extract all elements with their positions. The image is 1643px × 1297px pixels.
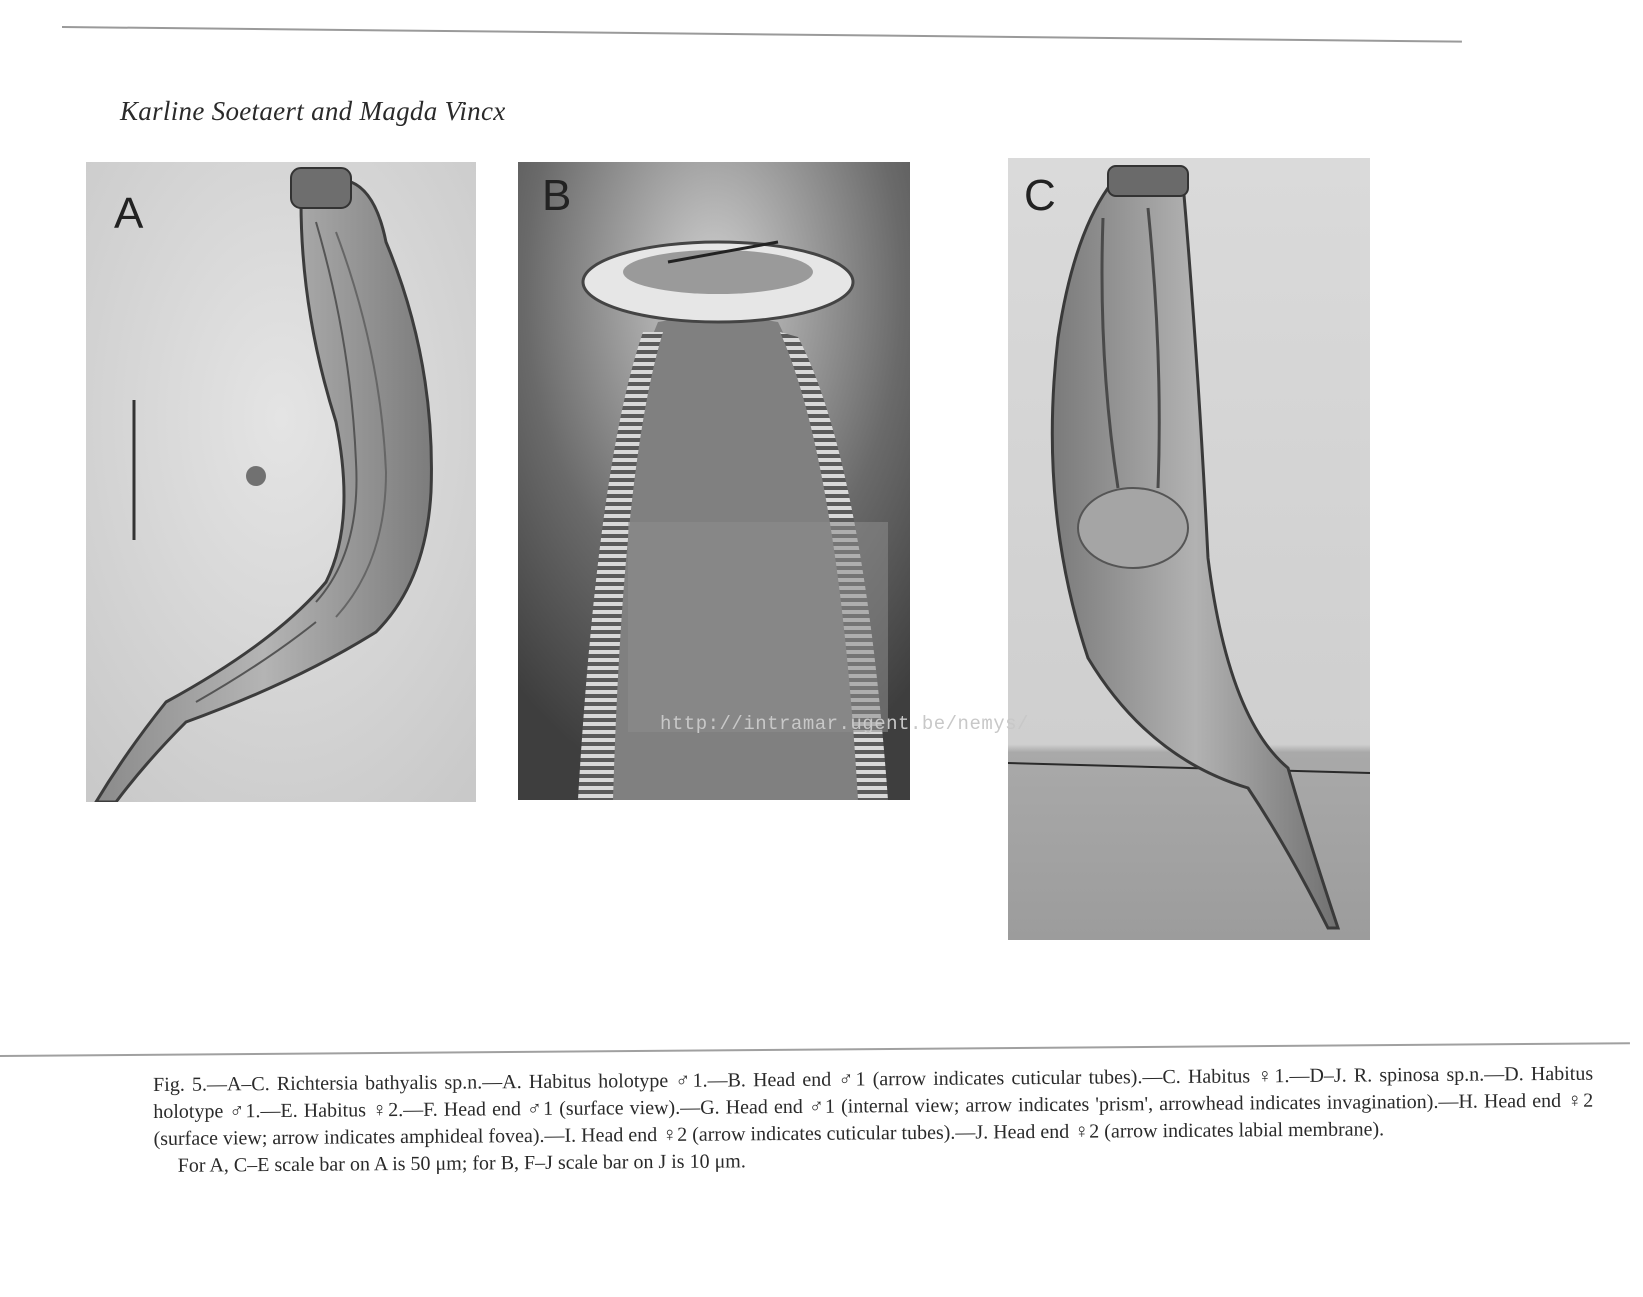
figure-panel-c [1008, 158, 1370, 940]
panel-label-c: C [1024, 171, 1056, 220]
figure-panel-a [86, 162, 476, 802]
nematode-habitus-male-image [86, 162, 476, 802]
top-rule [62, 26, 1462, 43]
panel-label-b: B [542, 171, 572, 220]
caption-text: Fig. 5.—A–C. Richtersia bathyalis sp.n.—A. Habitus holotype ♂1.—B. Head end ♂1 (arrow indicates cuticular tubes).—C. Habitus ♀1.—D–J. R. spinosa sp.n.—D. Habitus holotype ♂1.—E. Habitus ♀2.—F. Head end ♂1 (surface view).—G. Head end ♂1 (internal view; arrow indicates 'prism', arrowhead indicates invagination).—H. Head end ♀2 (surface view; arrow indicates amphideal fovea).—I. Head end ♀2 (arrow indicates cuticular tubes).—J. Head end ♀2 (arrow indicates labial membrane). [153, 1062, 1594, 1150]
running-head-authors: Karline Soetaert and Magda Vincx [120, 96, 506, 126]
panel-label-a: A [114, 189, 144, 238]
caption-scale-note: For A, C–E scale bar on A is 50 μm; for B, F–J scale bar on J is 10 μm. [177, 1150, 746, 1177]
nematode-head-end-image [518, 162, 910, 800]
figure-caption [153, 1061, 1594, 1180]
bottom-rule [0, 1042, 1630, 1057]
figure-panel-b [518, 162, 910, 800]
nematode-habitus-female-image [1008, 158, 1370, 940]
watermark-url: http://intramar.ugent.be/nemys/ [660, 713, 1029, 735]
